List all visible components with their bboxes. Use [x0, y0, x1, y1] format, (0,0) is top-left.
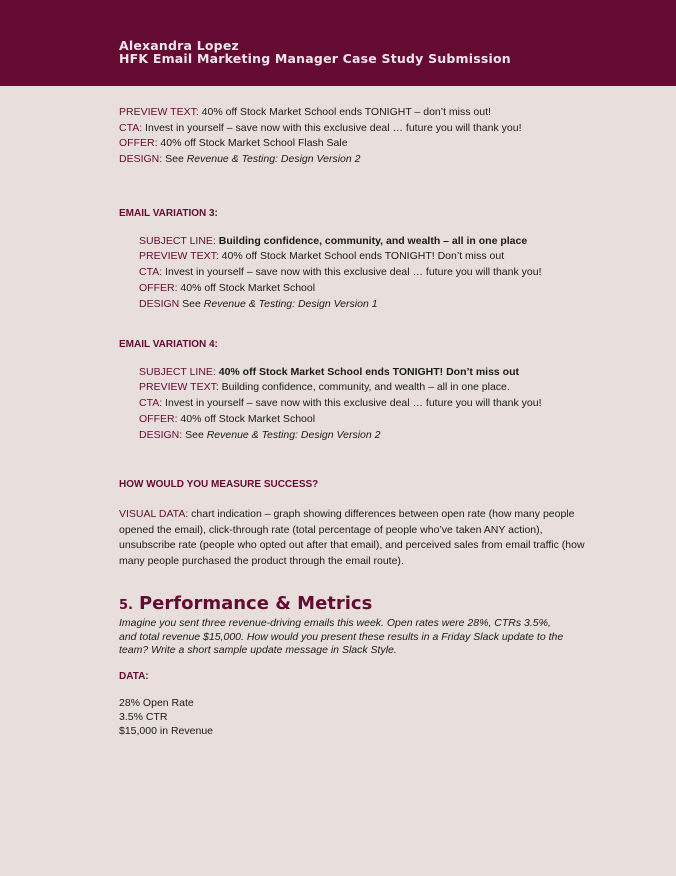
v3-design: DESIGN See Revenue & Testing: Design Version 1 [139, 298, 378, 310]
v3-subject-line: SUBJECT LINE: Building confidence, community, and wealth – all in one place [139, 235, 528, 247]
v4-preview-text: PREVIEW TEXT: Building confidence, community, and wealth – all in one place. [139, 381, 510, 393]
v2-cta: CTA: Invest in yourself – save now with this exclusive deal … future you will thank you! [119, 122, 522, 134]
v3-offer: OFFER: 40% off Stock Market School [139, 282, 316, 294]
variation-3-heading: EMAIL VARIATION 3: [119, 208, 218, 219]
section-5-title: 5. Performance & Metrics [119, 593, 373, 614]
v2-preview-text: PREVIEW TEXT: 40% off Stock Market School ends TONIGHT – don’t miss out! [119, 106, 491, 118]
header-banner [0, 0, 676, 86]
data-open-rate: 28% Open Rate [119, 697, 194, 709]
visual-data-paragraph: VISUAL DATA: chart indication – graph showing differences between open rate (how many people opened the email), click-through rate (total percentage of people who’ve taken ANY action), unsubscribe rate (people who opted out after that email), and perceived sales from email traffic (how many people purchased the product through the email route). [119, 508, 585, 568]
v2-offer: OFFER: 40% off Stock Market School Flash Sale [119, 137, 348, 149]
data-heading: DATA: [119, 671, 149, 682]
data-revenue: $15,000 in Revenue [119, 725, 213, 737]
v3-cta: CTA: Invest in yourself – save now with this exclusive deal … future you will thank you! [139, 266, 542, 278]
v2-design: DESIGN: See Revenue & Testing: Design Version 2 [119, 153, 361, 165]
v4-cta: CTA: Invest in yourself – save now with this exclusive deal … future you will thank you! [139, 397, 542, 409]
section-5-prompt: Imagine you sent three revenue-driving emails this week. Open rates were 28%, CTRs 3.5%, and total revenue $15,000. How would you present these results in a Friday Slack update to the team? Write a short sample update message in Slack Style. [119, 617, 564, 657]
v4-design: DESIGN: See Revenue & Testing: Design Version 2 [139, 429, 381, 441]
v4-subject-line: SUBJECT LINE: 40% off Stock Market School ends TONIGHT! Don’t miss out [139, 366, 520, 378]
variation-4-heading: EMAIL VARIATION 4: [119, 339, 218, 350]
v4-offer: OFFER: 40% off Stock Market School [139, 413, 316, 425]
measure-success-heading: HOW WOULD YOU MEASURE SUCCESS? [119, 479, 319, 490]
data-ctr: 3.5% CTR [119, 711, 168, 723]
document-subtitle: HFK Email Marketing Manager Case Study Submission [119, 51, 511, 66]
v3-preview-text: PREVIEW TEXT: 40% off Stock Market School ends TONIGHT! Don’t miss out [139, 250, 505, 262]
author-name: Alexandra Lopez [119, 38, 239, 53]
